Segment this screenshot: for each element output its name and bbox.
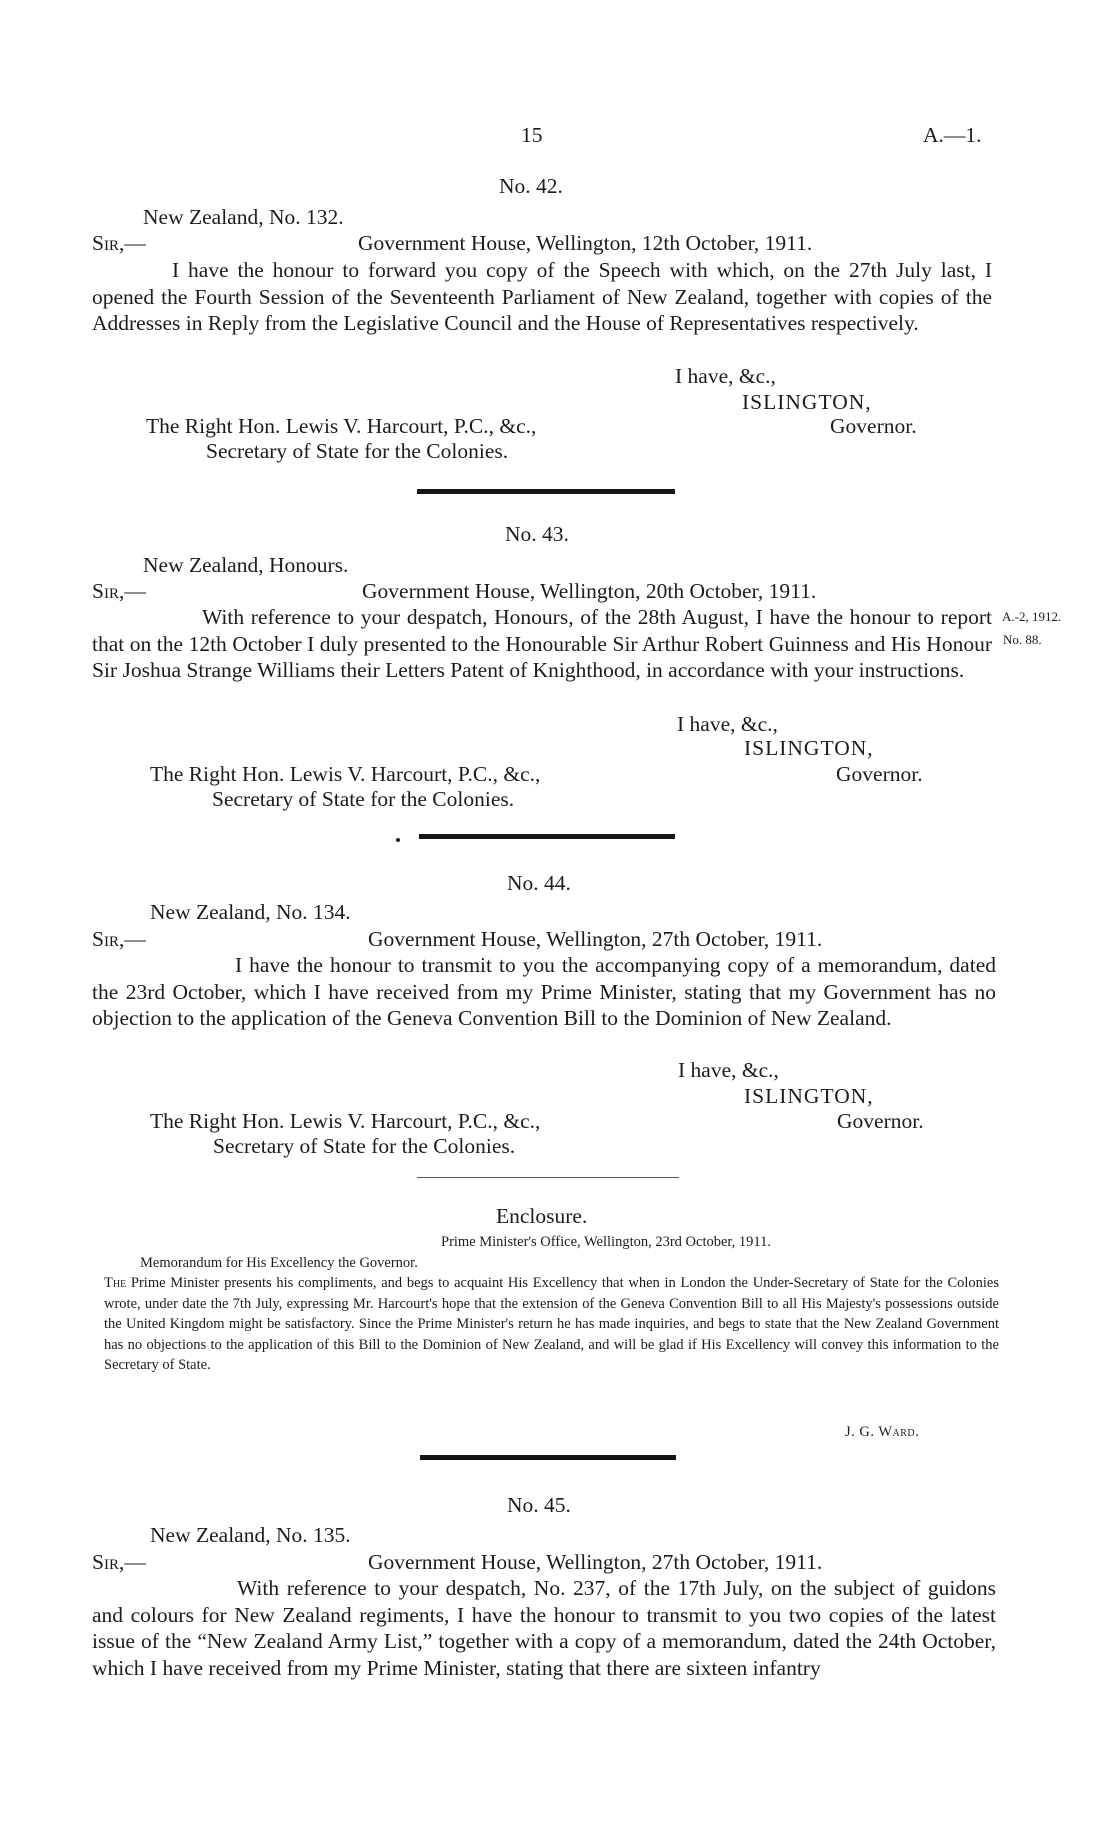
addressee: The Right Hon. Lewis V. Harcourt, P.C., &c.,	[150, 1109, 541, 1133]
letter-number: No. 43.	[505, 522, 569, 546]
page-number: 15	[521, 123, 543, 147]
dateline: Government House, Wellington, 27th October, 1911.	[368, 1550, 823, 1574]
signature: ISLINGTON,	[744, 736, 874, 760]
dateline: Government House, Wellington, 12th October, 1911.	[358, 231, 813, 255]
signature: ISLINGTON,	[744, 1084, 874, 1108]
letter-number: No. 44.	[507, 871, 571, 895]
signatory-title: Governor.	[836, 762, 923, 786]
memo-body	[104, 1273, 999, 1376]
enclosure-dateline: Prime Minister's Office, Wellington, 23rd October, 1911.	[441, 1234, 772, 1250]
memo-body-text: Prime Minister presents his compliments, and begs to acquaint His Excellency that when in London the Under-Secretary of State for the Colonies wrote, under date the 7th July, expressing Mr. Harcourt's hope that the extension of the Geneva Convention Bill to all His Majesty's possessions outside the United Kingdom might be satisfactory. Since the Prime Minister's return he has made inquiries, and begs to state that the New Zealand Government has no objections to the application of this Bill to the Dominion of New Zealand, and will be glad if His Excellency will convey this information to the Secretary of State.	[104, 1275, 1000, 1373]
addressee: The Right Hon. Lewis V. Harcourt, P.C., &c.,	[150, 762, 541, 786]
ink-speck	[396, 838, 400, 842]
memo-signature: J. G. Ward.	[845, 1424, 920, 1440]
addressee-office: Secretary of State for the Colonies.	[212, 787, 515, 811]
letter-body: I have the honour to transmit to you the accompanying copy of a memorandum, dated the 23rd October, which I have received from my Prime Minister, stating that my Government has no objection to the application of the Geneva Convention Bill to the Dominion of New Zealand.	[92, 953, 996, 1031]
letter-reference: New Zealand, No. 132.	[143, 205, 344, 229]
addressee-office: Secretary of State for the Colonies.	[213, 1134, 516, 1158]
addressee-office: Secretary of State for the Colonies.	[206, 439, 509, 463]
section-divider	[419, 834, 675, 839]
salutation: Sir,—	[92, 927, 146, 951]
salutation: Sir,—	[92, 579, 146, 603]
closing: I have, &c.,	[678, 1058, 779, 1082]
letter-body: With reference to your despatch, Honours, of the 28th August, I have the honour to report that on the 12th October I duly presented to the Honourable Sir Arthur Robert Guinness and His Honour Sir Joshua Strange Williams their Letters Patent of Knighthood, in accordance with your instructions.	[92, 605, 992, 683]
memo-addressee: Memorandum for His Excellency the Governor.	[140, 1255, 418, 1271]
margin-note: A.-2, 1912.	[1002, 609, 1062, 624]
series-reference: A.—1.	[923, 123, 982, 147]
salutation: Sir,—	[92, 231, 146, 255]
signatory-title: Governor.	[830, 414, 917, 438]
addressee: The Right Hon. Lewis V. Harcourt, P.C., &c.,	[146, 414, 537, 438]
letter-reference: New Zealand, No. 135.	[150, 1523, 351, 1547]
signature: ISLINGTON,	[742, 390, 872, 414]
closing: I have, &c.,	[675, 364, 776, 388]
section-divider	[417, 489, 675, 494]
letter-number: No. 42.	[499, 174, 563, 198]
section-divider	[420, 1455, 676, 1460]
section-divider	[417, 1177, 679, 1178]
letter-number: No. 45.	[507, 1493, 571, 1517]
letter-reference: New Zealand, No. 134.	[150, 900, 351, 924]
letter-body: With reference to your despatch, No. 237, of the 17th July, on the subject of guidons and colours for New Zealand regiments, I have the honour to transmit to you two copies of the latest issue of the “New Zealand Army List,” together with a copy of a memorandum, dated the 24th October, which I have received from my Prime Minister, stating that there are sixteen infantry	[92, 1576, 996, 1680]
signatory-title: Governor.	[837, 1109, 924, 1133]
memo-body-lead: The	[104, 1275, 127, 1291]
salutation: Sir,—	[92, 1550, 146, 1574]
dateline: Government House, Wellington, 27th October, 1911.	[368, 927, 823, 951]
enclosure-heading: Enclosure.	[496, 1204, 588, 1228]
closing: I have, &c.,	[677, 712, 778, 736]
dateline: Government House, Wellington, 20th October, 1911.	[362, 579, 817, 603]
margin-note: No. 88.	[1003, 632, 1042, 647]
letter-reference: New Zealand, Honours.	[143, 553, 349, 577]
letter-body: I have the honour to forward you copy of the Speech with which, on the 27th July last, I opened the Fourth Session of the Seventeenth Parliament of New Zealand, together with copies of the Addresses in Reply from the Legislative Council and the House of Representatives respectively.	[92, 258, 992, 336]
